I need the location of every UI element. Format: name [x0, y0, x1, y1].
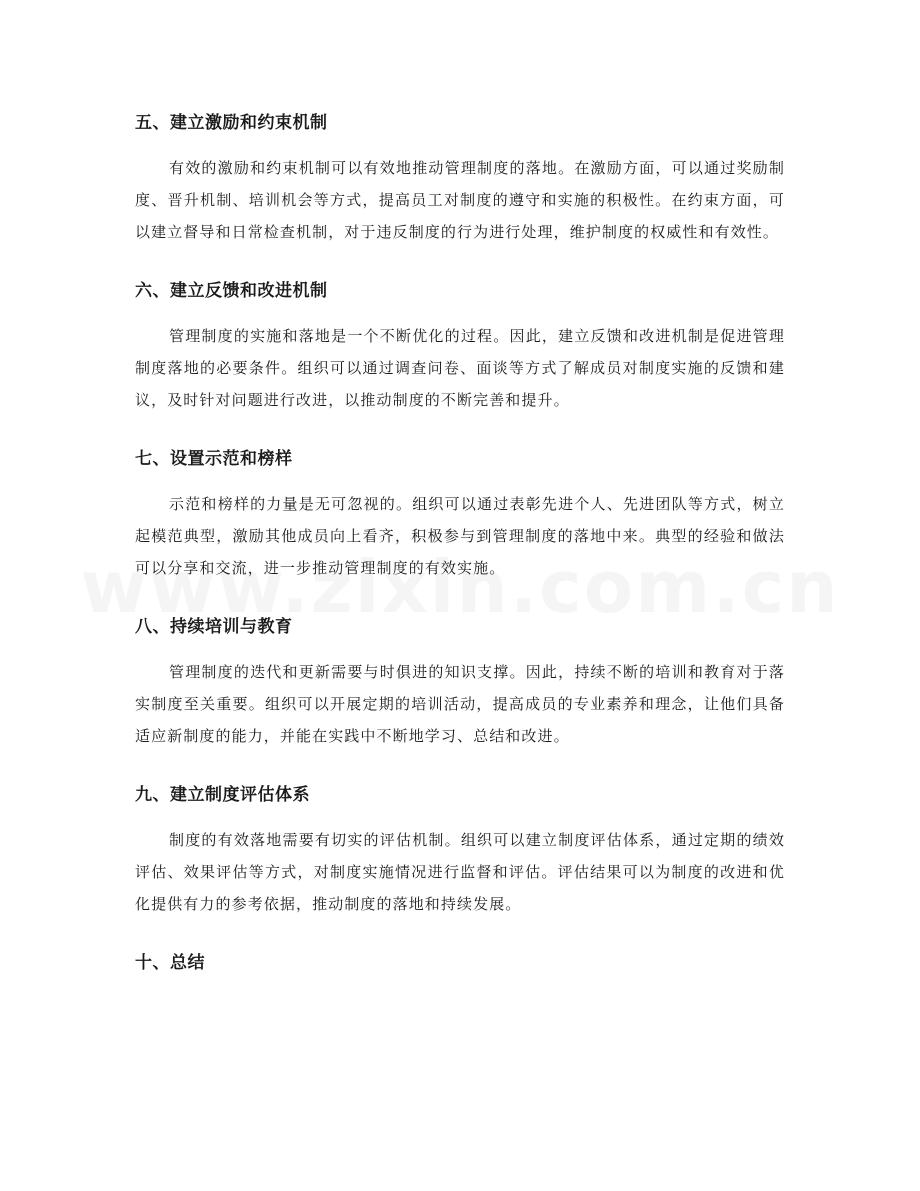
section-heading: 五、建立激励和约束机制 [135, 113, 328, 133]
section-heading: 十、总结 [135, 953, 205, 973]
section-9 [135, 780, 785, 920]
section-7 [135, 444, 785, 584]
section-8 [135, 612, 785, 752]
section-paragraph: 示范和榜样的力量是无可忽视的。组织可以通过表彰先进个人、先进团队等方式，树立起模范典型，激励其他成员向上看齐，积极参与到管理制度的落地中来。典型的经验和做法可以分享和交流，进一步推动管理制度的有效实施。 [135, 495, 785, 577]
section-heading: 八、持续培训与教育 [135, 617, 293, 637]
section-heading: 六、建立反馈和改进机制 [135, 281, 328, 301]
document-content [135, 108, 785, 992]
section-paragraph: 管理制度的迭代和更新需要与时俱进的知识支撑。因此，持续不断的培训和教育对于落实制度至关重要。组织可以开展定期的培训活动，提高成员的专业素养和理念，让他们具备适应新制度的能力，并能在实践中不断地学习、总结和改进。 [135, 663, 785, 745]
section-5 [135, 108, 785, 248]
section-heading: 九、建立制度评估体系 [135, 785, 310, 805]
section-6 [135, 276, 785, 416]
section-paragraph: 管理制度的实施和落地是一个不断优化的过程。因此，建立反馈和改进机制是促进管理制度落地的必要条件。组织可以通过调查问卷、面谈等方式了解成员对制度实施的反馈和建议，及时针对问题进行改进，以推动制度的不断完善和提升。 [135, 327, 785, 409]
section-paragraph: 制度的有效落地需要有切实的评估机制。组织可以建立制度评估体系，通过定期的绩效评估、效果评估等方式，对制度实施情况进行监督和评估。评估结果可以为制度的改进和优化提供有力的参考依据，推动制度的落地和持续发展。 [135, 831, 785, 913]
section-paragraph: 有效的激励和约束机制可以有效地推动管理制度的落地。在激励方面，可以通过奖励制度、晋升机制、培训机会等方式，提高员工对制度的遵守和实施的积极性。在约束方面，可以建立督导和日常检查机制，对于违反制度的行为进行处理，维护制度的权威性和有效性。 [135, 159, 785, 241]
section-heading: 七、设置示范和榜样 [135, 449, 293, 469]
section-10 [135, 948, 785, 978]
